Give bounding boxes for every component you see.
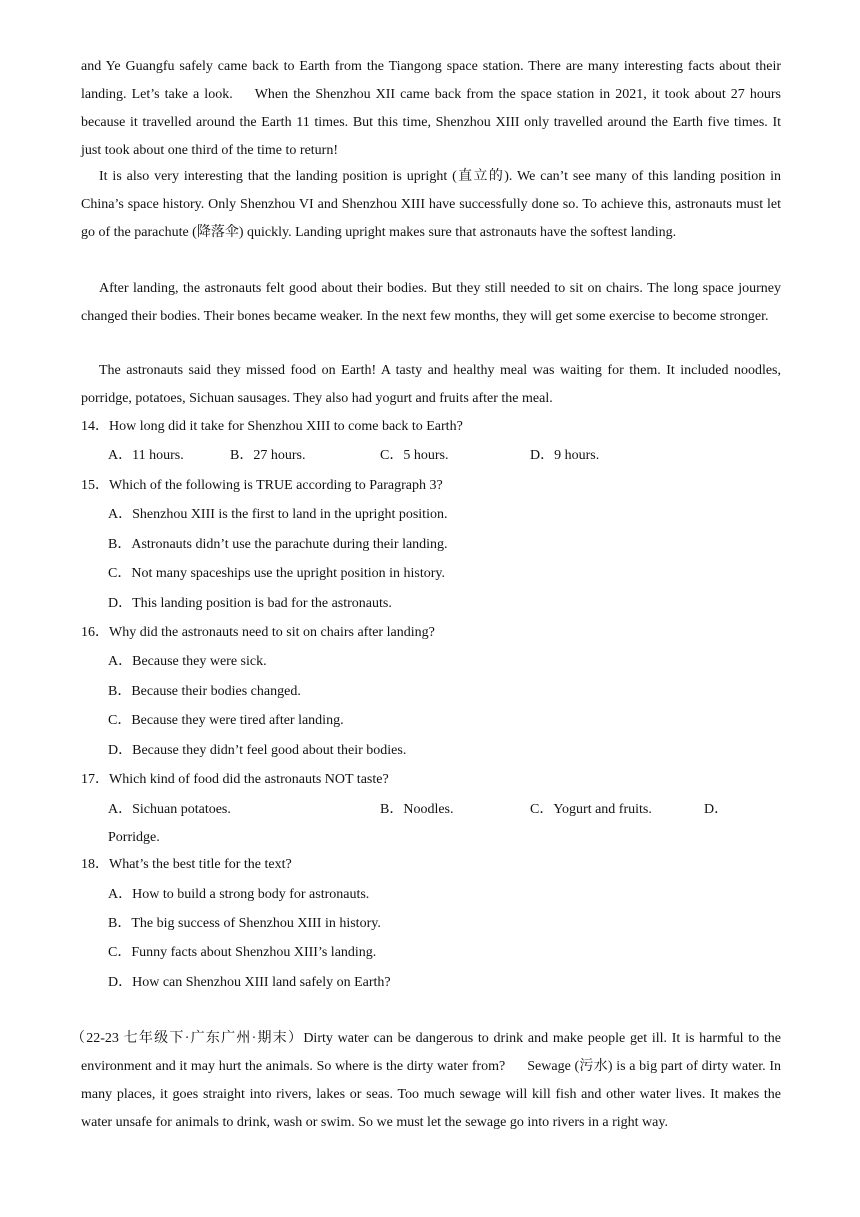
option-15-c[interactable]: C．Not many spaceships use the upright position in history. xyxy=(108,566,446,581)
option-16-b[interactable]: B．Because their bodies changed. xyxy=(108,684,301,699)
option-18-b[interactable]: B．The big success of Shenzhou XIII in history. xyxy=(108,916,381,931)
question-17 xyxy=(81,770,389,790)
paragraph-1-text: and Ye Guangfu safely came back to Earth from the Tiangong space station. There are many interesting facts about their landing. Let’s take a look. xyxy=(81,59,781,102)
option-17-c[interactable]: C．Yogurt and fruits. xyxy=(530,802,652,817)
option-14-d[interactable]: D．9 hours. xyxy=(530,448,600,463)
option-14-b[interactable]: B．27 hours. xyxy=(230,448,306,463)
option-16-d[interactable]: D．Because they didn’t feel good about their bodies. xyxy=(108,743,407,758)
question-number: 18． xyxy=(81,857,109,872)
passage-2 xyxy=(71,1025,781,1137)
question-text: Which of the following is TRUE according to Paragraph 3? xyxy=(109,478,443,493)
passage-2-text-2: Sewage (污水) is a big part of dirty water. In many places, it goes straight into rivers, lakes or seas. Too much sewage will kill fish and other water lives. It makes the water unsafe for animals to drink, wash or swim. So we must let the sewage go into rivers in a right way. xyxy=(81,1059,781,1130)
passage-paragraph-4: The astronauts said they missed food on Earth! A tasty and healthy meal was waiting for them. It included noodles, porridge, potatoes, Sichuan sausages. They also had yogurt and fruits after the meal. xyxy=(81,363,781,406)
question-number: 14． xyxy=(81,419,109,434)
passage-paragraph-1 xyxy=(81,53,781,165)
paragraph-1b-text: When the Shenzhou XII came back from the space station in 2021, it took about 27 hours because it travelled around the Earth 11 times. But this time, Shenzhou XIII only travelled around the Earth five times. It just took about one third of the time to return! xyxy=(81,87,781,158)
option-18-d[interactable]: D．How can Shenzhou XIII land safely on Earth? xyxy=(108,975,391,990)
option-18-a[interactable]: A．How to build a strong body for astronauts. xyxy=(108,887,370,902)
option-14-c[interactable]: C．5 hours. xyxy=(380,448,449,463)
option-14-a[interactable]: A．11 hours. xyxy=(108,448,184,463)
option-17-a[interactable]: A．Sichuan potatoes. xyxy=(108,802,231,817)
question-text: Why did the astronauts need to sit on chairs after landing? xyxy=(109,625,435,640)
question-16 xyxy=(81,623,435,643)
option-17-b[interactable]: B．Noodles. xyxy=(380,802,454,817)
option-16-c[interactable]: C．Because they were tired after landing. xyxy=(108,713,344,728)
option-18-c[interactable]: C．Funny facts about Shenzhou XIII’s landing. xyxy=(108,945,377,960)
option-17-d-text[interactable]: Porridge. xyxy=(108,830,160,845)
question-text: How long did it take for Shenzhou XIII to come back to Earth? xyxy=(109,419,463,434)
option-15-a[interactable]: A．Shenzhou XIII is the first to land in the upright position. xyxy=(108,507,448,522)
option-15-d[interactable]: D．This landing position is bad for the astronauts. xyxy=(108,596,392,611)
question-number: 17． xyxy=(81,772,109,787)
question-18 xyxy=(81,855,292,875)
question-text: What’s the best title for the text? xyxy=(109,857,292,872)
source-label: （22-23 七年级下·广东广州·期末） xyxy=(71,1031,304,1046)
question-text: Which kind of food did the astronauts NOT taste? xyxy=(109,772,389,787)
question-number: 15． xyxy=(81,478,109,493)
question-14 xyxy=(81,417,463,437)
option-16-a[interactable]: A．Because they were sick. xyxy=(108,654,267,669)
option-17-d[interactable]: D． xyxy=(704,802,729,817)
passage-paragraph-2: It is also very interesting that the landing position is upright (直立的). We can’t see many of this landing position in China’s space history. Only Shenzhou VI and Shenzhou XIII have successfully done so. To achieve this, astronauts must let go of the parachute (降落伞) quickly. Landing upright makes sure that astronauts have the softest landing. xyxy=(81,169,781,240)
passage-2-text-1: Dirty water can be dangerous to drink and make people get ill. It is harmful to the environment and it may hurt the animals. So where is the dirty water from? xyxy=(81,1031,781,1074)
question-15 xyxy=(81,476,443,496)
option-15-b[interactable]: B．Astronauts didn’t use the parachute during their landing. xyxy=(108,537,448,552)
passage-paragraph-3: After landing, the astronauts felt good about their bodies. But they still needed to sit on chairs. The long space journey changed their bodies. Their bones became weaker. In the next few months, they will get some exercise to become stronger. xyxy=(81,281,781,324)
question-number: 16． xyxy=(81,625,109,640)
